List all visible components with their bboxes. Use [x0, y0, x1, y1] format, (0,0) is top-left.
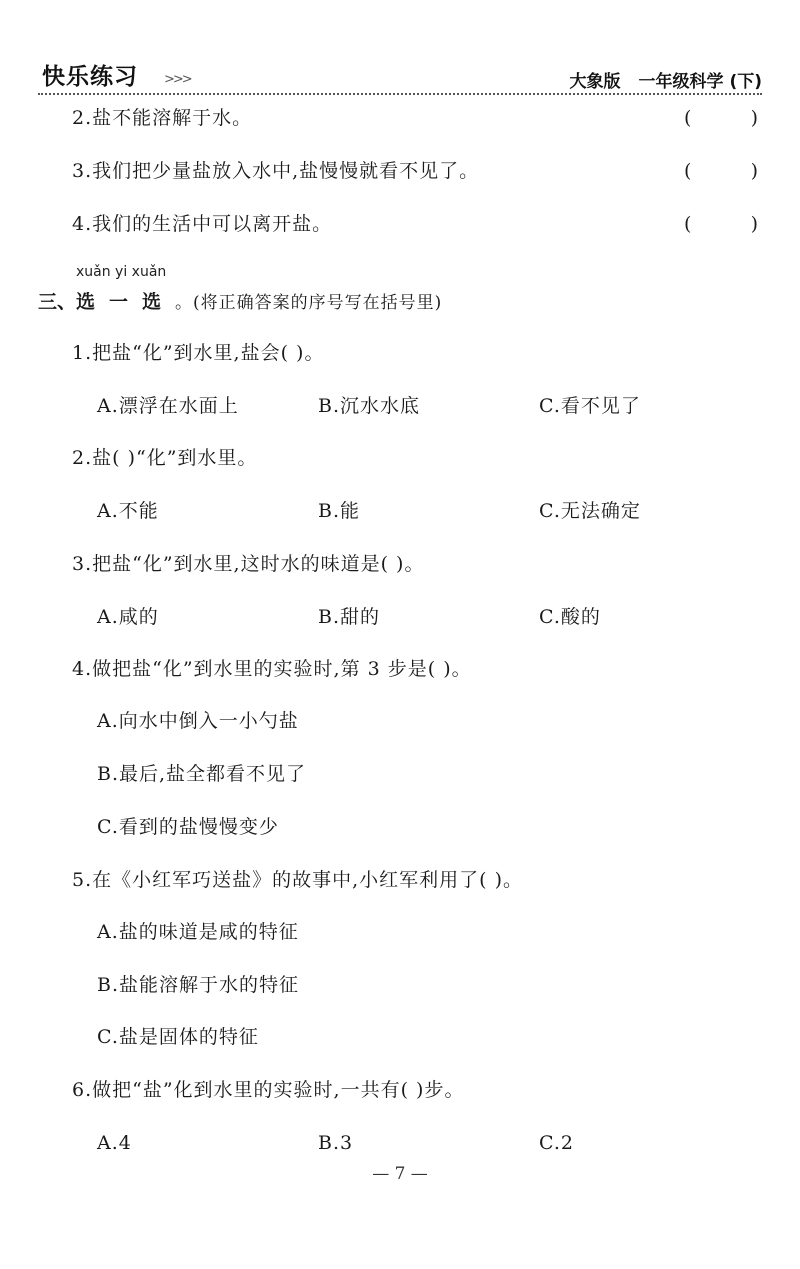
answer-blank[interactable]: ( ): [684, 160, 758, 182]
option-b[interactable]: B.3: [318, 1132, 354, 1154]
option-b[interactable]: B.盐能溶解于水的特征: [97, 974, 300, 996]
question-stem: 6.做把“盐”化到水里的实验时,一共有( )步。: [72, 1079, 465, 1101]
question-stem: 5.在《小红军巧送盐》的故事中,小红军利用了( )。: [72, 869, 524, 891]
option-c[interactable]: C.看不见了: [539, 395, 641, 417]
option-b[interactable]: B.沉水水底: [318, 395, 421, 417]
option-a[interactable]: A.4: [97, 1132, 132, 1154]
judgment-item: 2.盐不能溶解于水。: [72, 107, 253, 129]
page-header: [38, 54, 762, 96]
option-b[interactable]: B.最后,盐全都看不见了: [97, 763, 307, 785]
option-c[interactable]: C.盐是固体的特征: [97, 1026, 259, 1048]
page-number: — 7 —: [372, 1164, 428, 1184]
publisher: 大象版: [569, 72, 621, 92]
chevron-right-icon: >>>: [164, 72, 191, 87]
option-b[interactable]: B.甜的: [318, 606, 381, 628]
question-stem: 2.盐( )“化”到水里。: [72, 447, 258, 469]
answer-blank[interactable]: ( ): [684, 213, 758, 235]
section-number: 三、: [38, 291, 77, 313]
answer-blank[interactable]: ( ): [684, 107, 758, 129]
option-a[interactable]: A.盐的味道是咸的特征: [97, 921, 299, 943]
judgment-item: 4.我们的生活中可以离开盐。: [72, 213, 333, 235]
section-pinyin: xuǎn yi xuǎn: [76, 264, 167, 280]
option-a[interactable]: A.不能: [97, 500, 159, 522]
header-divider: [38, 93, 762, 95]
brand-title: 快乐练习: [42, 64, 138, 90]
book-info: [570, 67, 762, 92]
option-a[interactable]: A.向水中倒入一小勺盐: [97, 710, 299, 732]
option-a[interactable]: A.咸的: [97, 606, 159, 628]
question-stem: 1.把盐“化”到水里,盐会( )。: [72, 342, 325, 364]
option-a[interactable]: A.漂浮在水面上: [97, 395, 239, 417]
option-c[interactable]: C.无法确定: [539, 500, 641, 522]
option-c[interactable]: C.2: [539, 1132, 574, 1154]
option-c[interactable]: C.酸的: [539, 606, 601, 628]
question-stem: 4.做把盐“化”到水里的实验时,第 3 步是( )。: [72, 658, 472, 680]
option-c[interactable]: C.看到的盐慢慢变少: [97, 816, 279, 838]
judgment-item: 3.我们把少量盐放入水中,盐慢慢就看不见了。: [72, 160, 480, 182]
section-heading: [38, 287, 442, 314]
option-b[interactable]: B.能: [318, 500, 361, 522]
section-instruction: 。(将正确答案的序号写在括号里): [175, 293, 443, 313]
grade-subject: 一年级科学 (下): [638, 72, 762, 92]
question-stem: 3.把盐“化”到水里,这时水的味道是( )。: [72, 553, 425, 575]
section-title: 选一选: [76, 291, 176, 313]
